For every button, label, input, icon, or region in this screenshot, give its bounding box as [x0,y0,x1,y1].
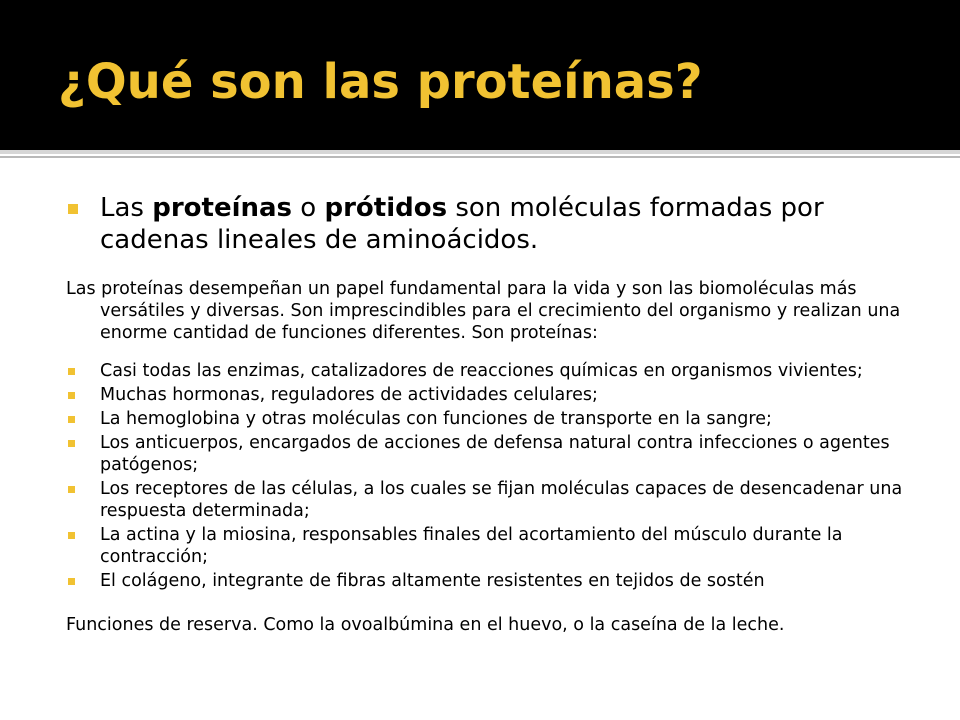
list-item [66,478,906,522]
list-item [66,524,906,568]
list-item-text: Muchas hormonas, reguladores de actividades celulares; [100,385,598,405]
list-item [66,570,906,592]
square-bullet-icon [68,486,75,493]
square-bullet-icon [68,416,75,423]
list-item-text: Los anticuerpos, encargados de acciones de defensa natural contra infecciones o agentes patógenos; [100,433,890,475]
list-item [66,384,906,406]
lead-text-2: o [292,193,325,223]
term-protidos: prótidos [324,193,448,223]
slide-body [66,192,906,636]
examples-list [66,360,906,592]
list-item [66,408,906,430]
term-proteinas: proteínas [152,193,293,223]
title-band [0,0,960,150]
reserve-paragraph: Funciones de reserva. Como la ovoalbúmina en el huevo, o la caseína de la leche. [66,615,785,635]
list-item-text: La actina y la miosina, responsables finales del acortamiento del músculo durante la contracción; [100,525,843,567]
square-bullet-icon [68,578,75,585]
slide-title: ¿Qué son las proteínas? [58,54,703,110]
title-divider-thin [0,156,960,158]
intro-paragraph: Las proteínas desempeñan un papel fundamental para la vida y son las biomoléculas más versátiles y diversas. Son imprescindibles para el crecimiento del organismo y realizan una enorme cantidad de funciones diferentes. Son proteínas: [66,279,901,343]
list-item-text: La hemoglobina y otras moléculas con funciones de transporte en la sangre; [100,409,772,429]
title-divider [0,150,960,154]
lead-bullet [66,192,906,256]
list-item-text: Los receptores de las células, a los cuales se fijan moléculas capaces de desencadenar una respuesta determinada; [100,479,903,521]
square-bullet-icon [68,392,75,399]
list-item [66,360,906,382]
square-bullet-icon [68,368,75,375]
square-bullet-icon [68,204,78,214]
list-item-text: El colágeno, integrante de fibras altamente resistentes en tejidos de sostén [100,571,765,591]
list-item-text: Casi todas las enzimas, catalizadores de reacciones químicas en organismos vivientes; [100,361,863,381]
lead-text-3: son moléculas formadas por cadenas lineales de aminoácidos. [100,193,824,255]
lead-text-1: Las [100,193,153,223]
square-bullet-icon [68,532,75,539]
square-bullet-icon [68,440,75,447]
list-item [66,432,906,476]
